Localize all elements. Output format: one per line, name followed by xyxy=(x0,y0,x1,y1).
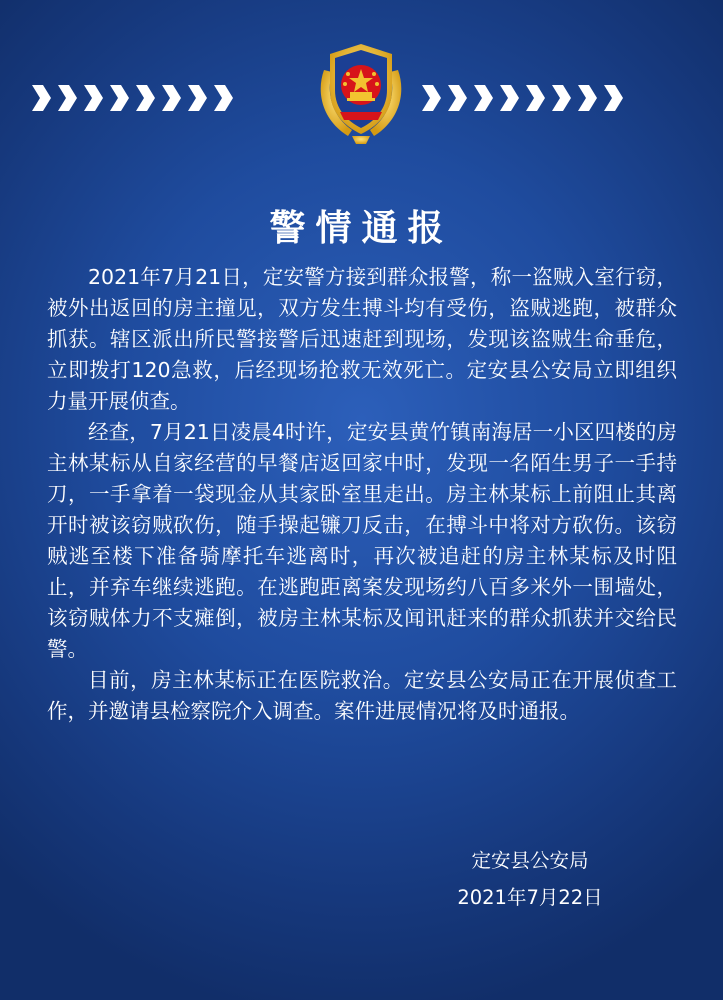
chevron-right-icon xyxy=(498,83,520,113)
paragraph-status: 目前，房主林某标正在医院救治。定安县公安局正在开展侦查工作，并邀请县检察院介入调查。案件进展情况将及时通报。 xyxy=(47,668,677,723)
paragraph-report: 2021年7月21日，定安警方接到群众报警，称一盗贼入室行窃，被外出返回的房主撞见，双方发生搏斗均有受伤，盗贼逃跑，被群众抓获。辖区派出所民警接警后迅速赶到现场，发现该盗贼生命垂危，立即拨打120急救，后经现场抢救无效死亡。定安县公安局立即组织力量开展侦查。 xyxy=(47,265,677,413)
chevron-right-icon xyxy=(30,83,52,113)
chevron-right-icon xyxy=(56,83,78,113)
notice-title: 警情通报 xyxy=(269,208,454,250)
police-emblem-icon xyxy=(312,40,410,148)
notice-body xyxy=(47,262,677,727)
chevron-right-icon xyxy=(576,83,598,113)
signature-org: 定安县公安局 xyxy=(471,849,589,872)
chevron-right-icon xyxy=(524,83,546,113)
chevron-right-icon xyxy=(108,83,130,113)
left-chevron-row xyxy=(30,82,234,114)
chevron-right-icon xyxy=(186,83,208,113)
chevron-right-icon xyxy=(602,83,624,113)
chevron-right-icon xyxy=(420,83,442,113)
chevron-right-icon xyxy=(82,83,104,113)
chevron-right-icon xyxy=(160,83,182,113)
chevron-right-icon xyxy=(446,83,468,113)
chevron-right-icon xyxy=(472,83,494,113)
chevron-right-icon xyxy=(550,83,572,113)
chevron-right-icon xyxy=(134,83,156,113)
signature-date: 2021年7月22日 xyxy=(457,886,603,909)
paragraph-investigation: 经查，7月21日凌晨4时许，定安县黄竹镇南海居一小区四楼的房主林某标从自家经营的早餐店返回家中时，发现一名陌生男子一手持刀，一手拿着一袋现金从其家卧室里走出。房主林某标上前阻止其离开时被该窃贼砍伤，随手操起镰刀反击，在搏斗中将对方砍伤。该窃贼逃至楼下准备骑摩托车逃离时，再次被追赶的房主林某标及时阻止，并弃车继续逃跑。在逃跑距离案发现场约八百多米外一围墙处，该窃贼体力不支瘫倒，被房主林某标及闻讯赶来的群众抓获并交给民警。 xyxy=(47,420,677,661)
chevron-right-icon xyxy=(212,83,234,113)
right-chevron-row xyxy=(420,82,624,114)
